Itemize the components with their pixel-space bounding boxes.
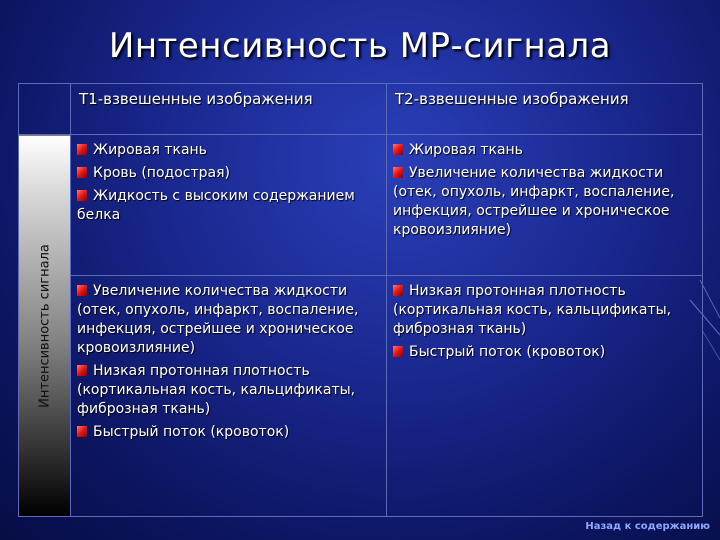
list-item: Жидкость с высоким содержанием белка bbox=[77, 188, 355, 223]
cell-low-t2 bbox=[387, 276, 703, 517]
header-t1 bbox=[71, 84, 387, 135]
bullet-icon bbox=[393, 144, 403, 155]
list-item: Увеличение количества жидкости (отек, опухоль, инфаркт, воспаление, инфекция, острейшее и хроническое кровоизлияние) bbox=[393, 165, 675, 238]
cell-low-t1 bbox=[71, 276, 387, 517]
list-item: Увеличение количества жидкости (отек, опухоль, инфаркт, воспаление, инфекция, острейшее и хроническое кровоизлияние) bbox=[77, 283, 359, 356]
header-t2-label: T2-взвешенные изображения bbox=[395, 90, 629, 108]
page-title: Интенсивность МР-сигнала bbox=[108, 26, 612, 66]
list-item: Быстрый поток (кровоток) bbox=[393, 343, 696, 362]
side-label: Интенсивность сигнала bbox=[37, 243, 52, 408]
list-item: Кровь (подострая) bbox=[77, 164, 380, 183]
header-t2 bbox=[387, 84, 703, 135]
corner-cell bbox=[19, 84, 71, 135]
list-item: Жировая ткань bbox=[393, 141, 696, 160]
bullet-icon bbox=[393, 346, 403, 357]
list-item: Быстрый поток (кровоток) bbox=[77, 423, 380, 442]
cell-high-t2 bbox=[387, 135, 703, 276]
side-gradient-cell bbox=[19, 135, 71, 517]
list-item: Жировая ткань bbox=[77, 141, 380, 160]
bullet-icon bbox=[77, 167, 87, 178]
bullet-icon bbox=[77, 365, 87, 376]
list-item: Низкая протонная плотность (кортикальная кость, кальцификаты, фиброзная ткань) bbox=[393, 283, 672, 337]
back-to-contents-link[interactable]: Назад к содержанию bbox=[585, 521, 710, 532]
bullet-icon bbox=[393, 285, 403, 296]
signal-intensity-table bbox=[18, 83, 703, 517]
bullet-icon bbox=[77, 426, 87, 437]
header-t1-label: T1-взвешенные изображения bbox=[79, 90, 313, 108]
bullet-icon bbox=[77, 144, 87, 155]
cell-high-t1 bbox=[71, 135, 387, 276]
bullet-icon bbox=[393, 167, 403, 178]
list-item: Низкая протонная плотность (кортикальная кость, кальцификаты, фиброзная ткань) bbox=[77, 363, 356, 417]
bullet-icon bbox=[77, 190, 87, 201]
bullet-icon bbox=[77, 285, 87, 296]
